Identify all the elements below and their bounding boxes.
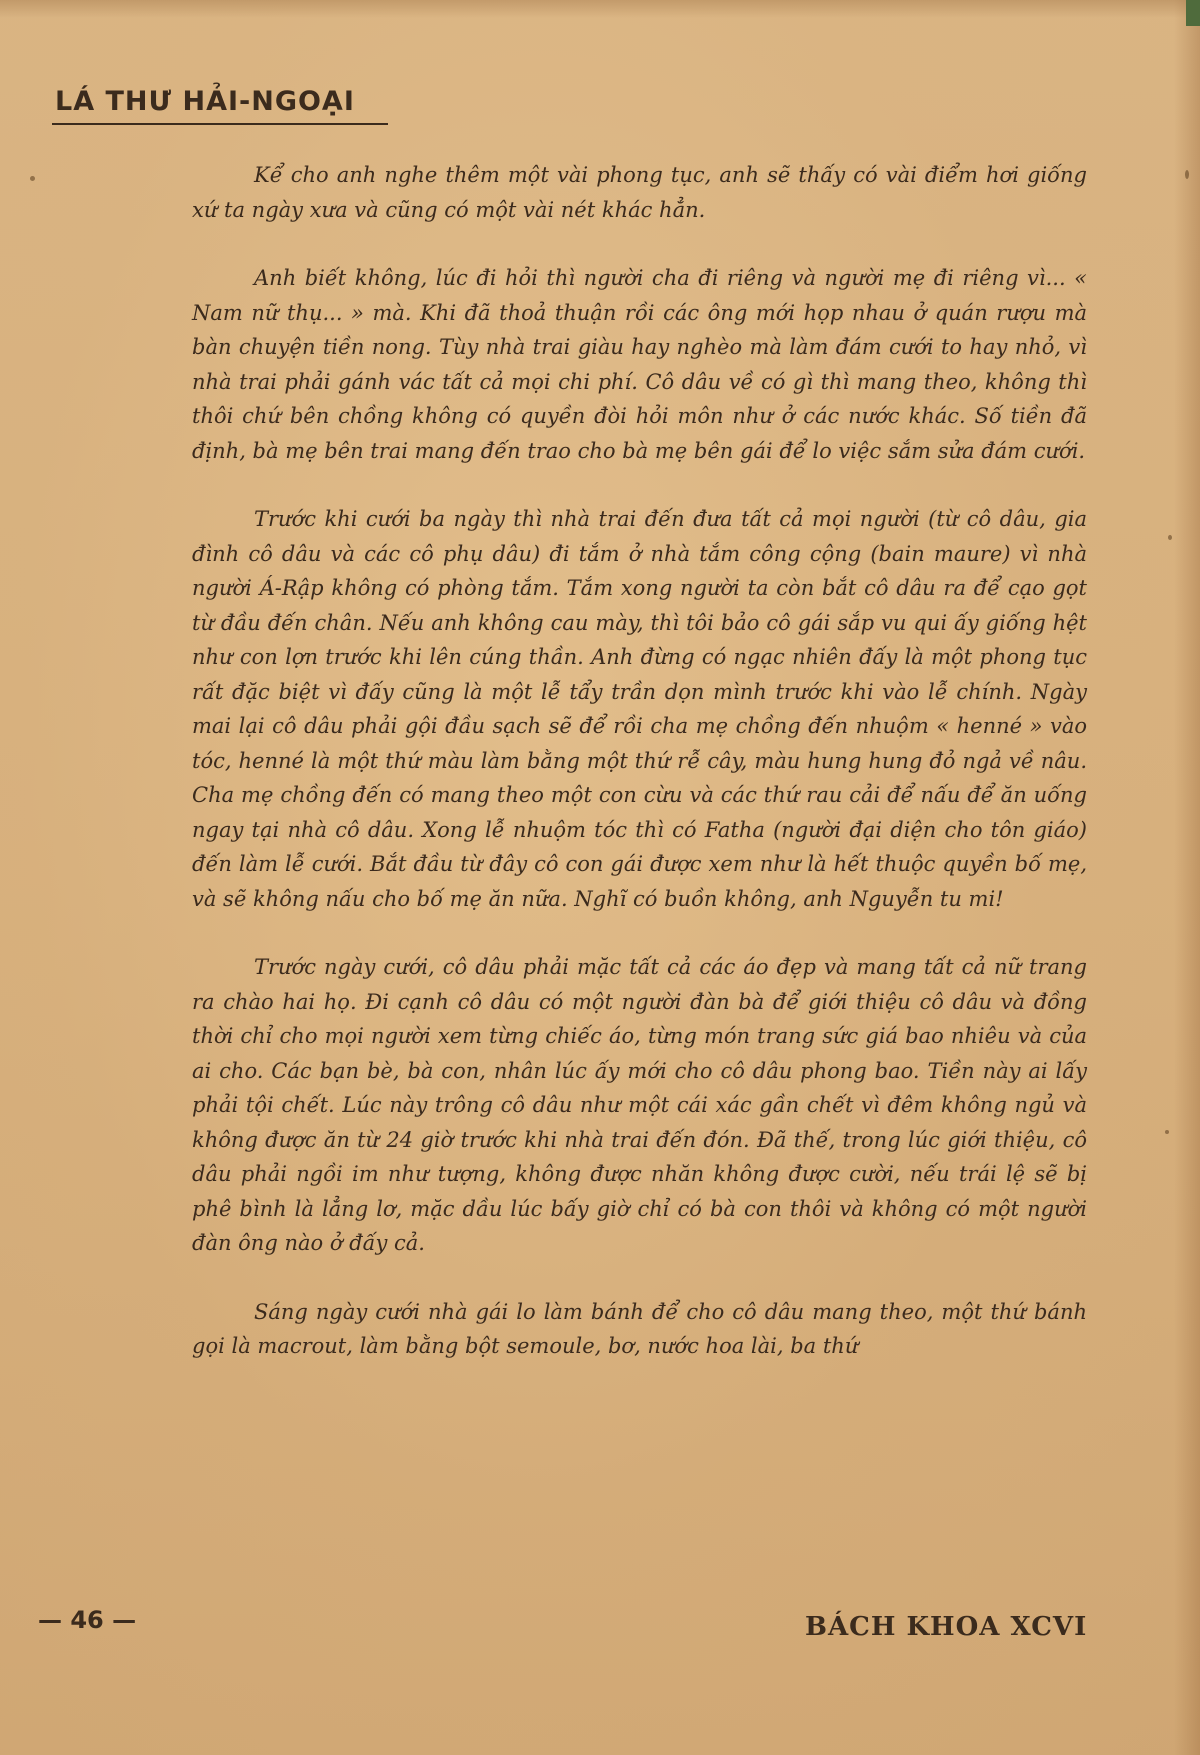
corner-tab: [1186, 0, 1200, 26]
section-header: LÁ THƯ HẢI-NGOẠI: [55, 86, 355, 117]
publication-title: BÁCH KHOA XCVI: [805, 1612, 1088, 1642]
paragraph: Trước khi cưới ba ngày thì nhà trai đến đưa tất cả mọi người (từ cô dâu, gia đình cô dâu và các cô phụ dâu) đi tắm ở nhà tắm công cộng (bain maure) vì nhà người Á-Rập không có phòng tắm. Tắm xong người ta còn bắt cô dâu ra để cạo gọt từ đầu đến chân. Nếu anh không cau mày, thì tôi bảo cô gái sắp vu qui ấy giống hệt như con lợn trước khi lên cúng thần. Anh đừng có ngạc nhiên đấy là một phong tục rất đặc biệt vì đấy cũng là một lễ tẩy trần dọn mình trước khi vào lễ chính. Ngày mai lại cô dâu phải gội đầu sạch sẽ để rồi cha mẹ chồng đến nhuộm « henné » vào tóc, henné là một thứ màu làm bằng một thứ rễ cây, màu hung hung đỏ ngả về nâu. Cha mẹ chồng đến có mang theo một con cừu và các thứ rau cải để nấu để ăn uống ngay tại nhà cô dâu. Xong lễ nhuộm tóc thì có Fatha (người đại diện cho tôn giáo) đến làm lễ cưới. Bắt đầu từ đây cô con gái được xem như là hết thuộc quyền bố mẹ, và sẽ không nấu cho bố mẹ ăn nữa. Nghĩ có buồn không, anh Nguyễn tu mi!: [192, 507, 1087, 911]
ink-spot: [1165, 1130, 1169, 1134]
page-right-shadow: [1174, 0, 1200, 1755]
ink-spot: [30, 176, 35, 181]
article-body: [192, 158, 1087, 1398]
page-number: — 46 —: [38, 1606, 137, 1634]
paragraph: Trước ngày cưới, cô dâu phải mặc tất cả các áo đẹp và mang tất cả nữ trang ra chào hai họ. Đi cạnh cô dâu có một người đàn bà để giới thiệu cô dâu và đồng thời chỉ cho mọi người xem từng chiếc áo, từng món trang sức giá bao nhiêu và của ai cho. Các bạn bè, bà con, nhân lúc ấy mới cho cô dâu phong bao. Tiền này ai lấy phải tội chết. Lúc này trông cô dâu như một cái xác gần chết vì đêm không ngủ và không được ăn từ 24 giờ trước khi nhà trai đến đón. Đã thế, trong lúc giới thiệu, cô dâu phải ngồi im như tượng, không được nhăn không được cười, nếu trái lệ sẽ bị phê bình là lẳng lơ, mặc dầu lúc bấy giờ chỉ có bà con thôi và không có một người đàn ông nào ở đấy cả.: [192, 955, 1087, 1255]
ink-spot: [1168, 535, 1172, 540]
ink-spot: [1185, 170, 1189, 179]
paragraph: Sáng ngày cưới nhà gái lo làm bánh để cho cô dâu mang theo, một thứ bánh gọi là macrout, làm bằng bột semoule, bơ, nước hoa lài, ba thứ: [192, 1299, 1087, 1358]
paragraph: Anh biết không, lúc đi hỏi thì người cha đi riêng và người mẹ đi riêng vì... « Nam nữ thụ... » mà. Khi đã thoả thuận rồi các ông mới họp nhau ở quán rượu mà bàn chuyện tiền nong. Tùy nhà trai giàu hay nghèo mà làm đám cưới to hay nhỏ, vì nhà trai phải gánh vác tất cả mọi chi phí. Cô dâu về có gì thì mang theo, không thì thôi chứ bên chồng không có quyền đòi hỏi môn như ở các nước khác. Số tiền đã định, bà mẹ bên trai mang đến trao cho bà mẹ bên gái để lo việc sắm sửa đám cưới.: [192, 266, 1087, 463]
paragraph: Kể cho anh nghe thêm một vài phong tục, anh sẽ thấy có vài điểm hơi giống xứ ta ngày xưa và cũng có một vài nét khác hẳn.: [192, 163, 1087, 222]
page-top-shadow: [0, 0, 1200, 18]
header-underline: [52, 123, 388, 125]
